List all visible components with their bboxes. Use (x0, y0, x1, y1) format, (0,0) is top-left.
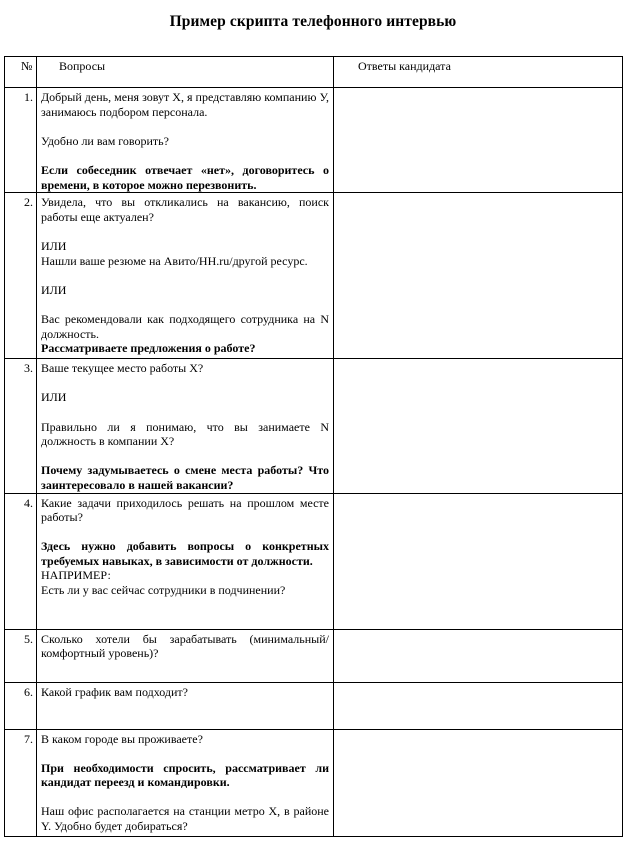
question-text: Какой график вам подходит? (41, 684, 188, 699)
question-instruction: Почему задумываетесь о смене места работы? Что заинтересовало в нашей вакансии? (41, 463, 329, 492)
question-text: В каком городе вы проживаете? (41, 731, 203, 746)
question-cell (37, 88, 334, 193)
question-text: НАПРИМЕР: (41, 568, 111, 583)
header-questions: Вопросы (37, 57, 334, 88)
header-answers: Ответы кандидата (334, 57, 623, 88)
question-text: ИЛИ (41, 390, 67, 405)
table-row (5, 629, 623, 682)
question-text: ИЛИ (41, 282, 67, 297)
question-cell (37, 629, 334, 682)
row-number: 5. (5, 629, 37, 682)
answer-cell[interactable] (334, 193, 623, 359)
question-text: Вас рекомендовали как подходящего сотрудника на N должность. (41, 311, 329, 341)
question-cell (37, 682, 334, 729)
row-number: 3. (5, 359, 37, 493)
table-row (5, 729, 623, 836)
answer-cell[interactable] (334, 682, 623, 729)
answer-cell[interactable] (334, 629, 623, 682)
question-text: Удобно ли вам говорить? (41, 133, 169, 148)
row-number: 6. (5, 682, 37, 729)
answer-cell[interactable] (334, 88, 623, 193)
question-instruction: Здесь нужно добавить вопросы о конкретных требуемых навыках, в зависимости от должности. (41, 539, 329, 568)
table-row (5, 682, 623, 729)
table-row (5, 493, 623, 629)
question-text: Какие задачи приходилось решать на прошлом месте работы? (41, 495, 329, 525)
table-row (5, 359, 623, 493)
question-text: Нашли ваше резюме на Авито/HH.ru/другой ресурс. (41, 253, 308, 268)
question-instruction: Если собеседник отвечает «нет», договоритесь о времени, в которое можно перезвонить. (41, 162, 329, 192)
question-instruction: При необходимости спросить, рассматривает ли кандидат переезд и командировки. (41, 760, 329, 790)
question-text: Наш офис располагается на станции метро Х, в районе Y. Удобно будет добираться? (41, 804, 329, 834)
answer-cell[interactable] (334, 493, 623, 629)
interview-script-table (4, 56, 623, 837)
row-number: 2. (5, 193, 37, 359)
question-text: Увидела, что вы откликались на вакансию, поиск работы еще актуален? (41, 195, 329, 224)
question-cell (37, 193, 334, 359)
page-title: Пример скрипта телефонного интервью (169, 13, 457, 30)
question-text: Сколько хотели бы зарабатывать (минимальный/комфортный уровень)? (41, 631, 329, 661)
row-number: 1. (5, 88, 37, 193)
question-cell (37, 729, 334, 836)
table-header-row (5, 57, 623, 88)
question-text: Добрый день, меня зовут Х, я представляю компанию У, занимаюсь подбором персонала. (41, 90, 329, 119)
table-row (5, 193, 623, 359)
row-number: 7. (5, 729, 37, 836)
table-row (5, 88, 623, 193)
question-cell (37, 359, 334, 493)
question-text: Правильно ли я понимаю, что вы занимаете N должность в компании Х? (41, 419, 329, 449)
answer-cell[interactable] (334, 359, 623, 493)
question-instruction: Рассматриваете предложения о работе? (41, 341, 256, 356)
row-number: 4. (5, 493, 37, 629)
answer-cell[interactable] (334, 729, 623, 836)
question-text: Есть ли у вас сейчас сотрудники в подчинении? (41, 583, 286, 598)
question-text: ИЛИ (41, 238, 67, 253)
question-cell (37, 493, 334, 629)
header-number: № (5, 57, 37, 88)
question-text: Ваше текущее место работы Х? (41, 361, 204, 376)
